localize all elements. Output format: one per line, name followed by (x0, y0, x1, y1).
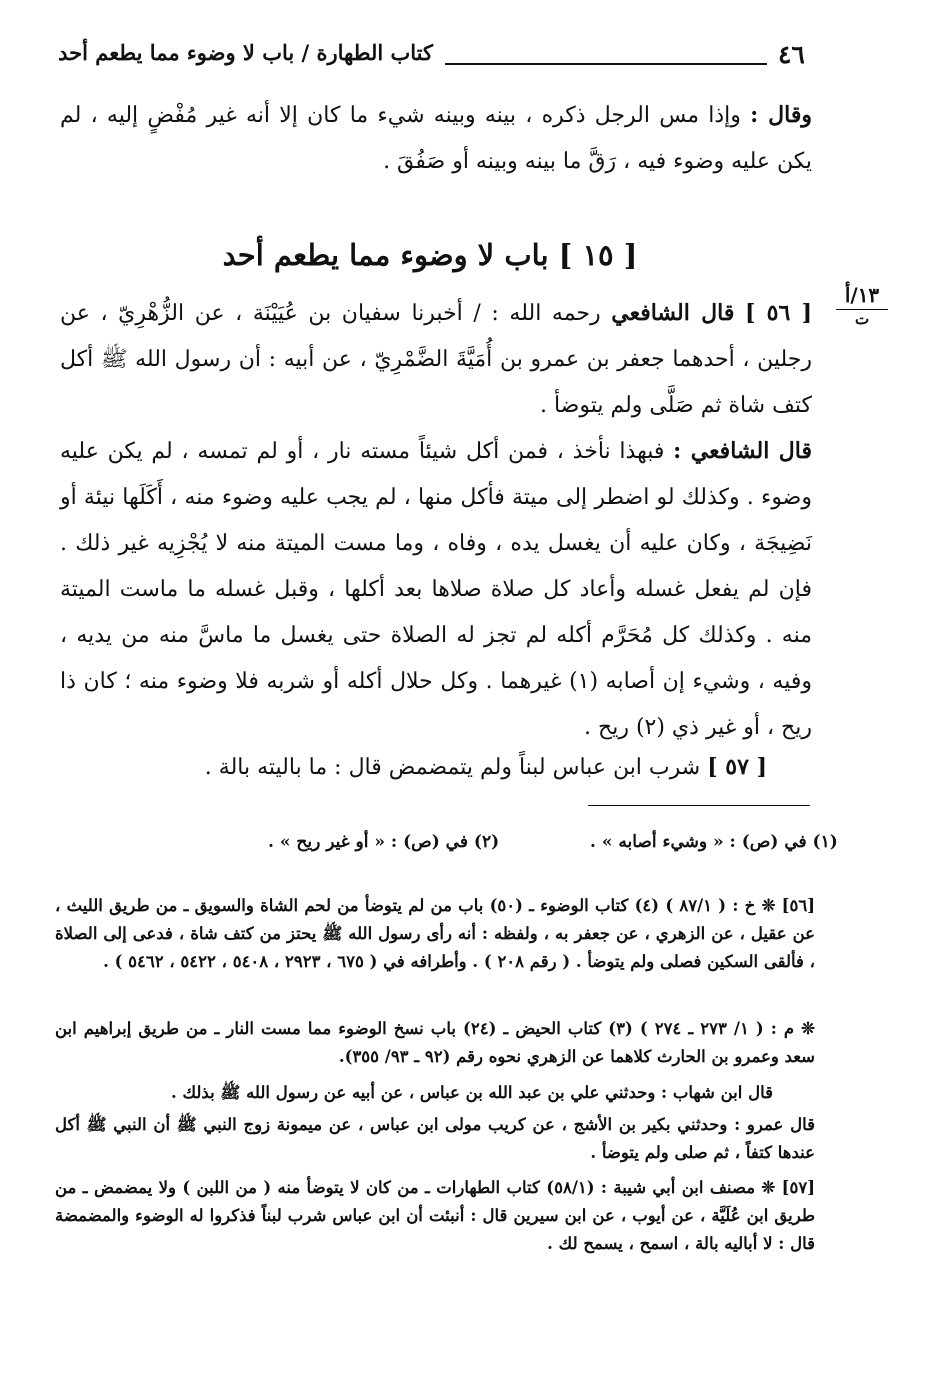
takhrij-57: [٥٧] ❊ مصنف ابن أبي شيبة : (٥٨/١) كتاب الطهارات ـ من كان لا يتوضأ منه ( من اللبن ) ولا يمضمض ـ من طريق ابن عُلَيَّة ، عن أيوب ، عن ابن سيرين قال : أنبئت أن ابن عباس شرب لبناً فذكروا له الوضوء والمضمضة قال : لا أباليه بالة ، اسمح ، يسمح لك . (55, 1178, 815, 1253)
footnote-rule (588, 805, 810, 806)
hadith-57-text: شرب ابن عباس لبناً ولم يتمضمض قال : ما باليته بالة . (204, 755, 701, 780)
intro-text: وإذا مس الرجل ذكره ، بينه وبينه شيء ما كان إلا أنه غير مُفْضٍ إليه ، لم يكن عليه وضوء فيه ، رَقَّ ما بينه وبينه أو صَفُقَ . (60, 103, 812, 174)
intro-paragraph (60, 92, 812, 185)
page-number: ٤٦ (778, 40, 805, 69)
takhrij-56-amr: قال عمرو : وحدثني بكير بن الأشج ، عن كريب مولى ابن عباس ، عن ميمونة زوج النبي ﷺ أن النبي ﷺ أكل عندها كتفاً ، ثم صلى ولم يتوضأ . (55, 1115, 815, 1162)
hadith-56-number: [ ٥٦ ] (744, 300, 812, 326)
header-rule (445, 63, 767, 65)
shafii-commentary (60, 428, 812, 751)
footnote-2: (٢) في (ص) : « أو غير ريح » . (268, 832, 500, 852)
footnote-1: (١) في (ص) : « وشيء أصابه » . (590, 832, 838, 852)
hadith-56 (60, 290, 812, 429)
takhrij-56-muslim: ❊ م : ( ١/ ٢٧٣ ـ ٢٧٤ ) (٣) كتاب الحيض ـ (٢٤) باب نسخ الوضوء مما مست النار ـ من طريق إبراهيم ابن سعد وعمرو بن الحارث كلاهما عن الزهري نحوه رقم (٩٢ ـ ٩٣/ ٣٥٥). (55, 1019, 815, 1066)
chapter-heading: [ ١٥ ] باب لا وضوء مما يطعم أحد (222, 238, 638, 272)
margin-ref-siglum: ت (854, 310, 870, 328)
takhrij-56-bukhari: [٥٦] ❊ خ : ( ٨٧/١ ) (٤) كتاب الوضوء ـ (٥٠) باب من لم يتوضأ من لحم الشاة والسويق ـ من طريق الليث ، عن عقيل ، عن الزهري ، عن جعفر به ، ولفظه : أنه رأى رسول الله ﷺ يحتز من كتف شاة ، فدعى إلى الصلاة ، فألقى السكين فصلى ولم يتوضأ . ( رقم ٢٠٨ ) . وأطرافه في ( ٦٧٥ ، ٢٩٢٣ ، ٥٤٠٨ ، ٥٤٢٢ ، ٥٤٦٢ ) . (55, 896, 816, 971)
margin-ref-folio: ١٣/أ (844, 283, 880, 307)
commentary-label: قال الشافعي : (673, 438, 812, 464)
hadith-56-label: قال الشافعي (611, 300, 735, 326)
hadith-56-text: رحمه الله : / أخبرنا سفيان بن عُيَيْنَة ، عن الزُّهْرِيّ ، عن رجلين ، أحدهما جعفر بن عمرو بن أُمَيَّةَ الضَّمْرِيّ ، عن أبيه : أن رسول الله ﷺ أكل كتف شاة ثم صَلَّى ولم يتوضأ . (60, 301, 812, 418)
takhrij-56-ibn-shihab: قال ابن شهاب : وحدثني علي بن عبد الله بن عباس ، عن أبيه عن رسول الله ﷺ بذلك . (170, 1083, 773, 1102)
hadith-57-number: [ ٥٧ ] (707, 754, 767, 780)
commentary-text: فبهذا نأخذ ، فمن أكل شيئاً مسته نار ، أو لم تمسه ، لم يكن عليه وضوء . وكذلك لو اضطر إلى ميتة فأكل منها ، لم يجب عليه وضوء منه ، أَكَلَها نيئة أو نَضِيجَة ، وكان عليه أن يغسل يده ، وفاه ، وما مست الميتة منه لا يُجْزِيه غير ذلك . فإن لم يفعل غسله وأعاد كل صلاة صلاها بعد أكلها ، وقبل غسله ما ماست الميتة منه . وكذلك كل مُحَرَّم أكله لم تجز له الصلاة حتى يغسل ما ماسَّ منه من يديه ، وفيه ، وشيء إن أصابه (١) غيرهما . وكل حلال أكله أو شربه فلا وضوء منه ؛ كان ذا ريح ، أو غير ذي (٢) ريح . (60, 439, 812, 740)
margin-reference (832, 283, 892, 328)
intro-label: وقال : (750, 102, 812, 128)
hadith-57 (60, 744, 812, 791)
running-title: كتاب الطهارة / باب لا وضوء مما يطعم أحد (58, 40, 433, 65)
